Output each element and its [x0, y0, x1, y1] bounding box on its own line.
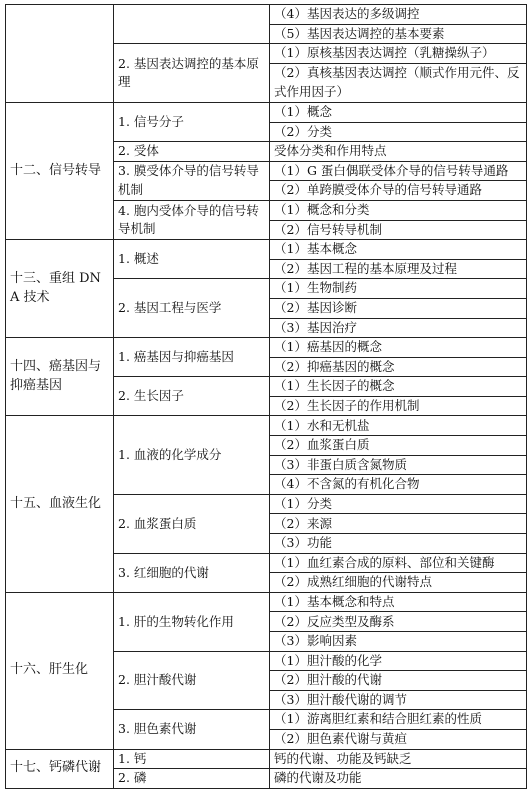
subunit-title-cell: 1. 肝的生物转化作用	[114, 592, 270, 651]
key-point-cell: （1）血红素合成的原料、部位和关键酶	[270, 553, 527, 573]
key-point-cell: （3）非蛋白质含氮物质	[270, 455, 527, 475]
subunit-title-cell: 2. 受体	[114, 142, 270, 162]
subunit-title-cell: 2. 基因表达调控的基本原理	[114, 44, 270, 103]
key-point-cell: （2）基因诊断	[270, 298, 527, 318]
key-point-cell: （2）分类	[270, 122, 527, 142]
key-point-cell: （3）功能	[270, 534, 527, 554]
key-point-cell: （3）影响因素	[270, 632, 527, 652]
unit-title-cell: 十六、肝生化	[6, 592, 114, 749]
key-point-cell: （2）胆色素代谢与黄疸	[270, 729, 527, 749]
key-point-cell: （2）胆汁酸的代谢	[270, 671, 527, 691]
key-point-cell: （4）不含氮的有机化合物	[270, 475, 527, 495]
key-point-cell: （1）概念	[270, 102, 527, 122]
key-point-cell: （2）血浆蛋白质	[270, 436, 527, 456]
unit-title-cell: 十四、癌基因与抑癌基因	[6, 338, 114, 416]
unit-title-cell: 十二、信号转导	[6, 102, 114, 239]
key-point-cell: 受体分类和作用特点	[270, 142, 527, 162]
key-point-cell: （2）来源	[270, 514, 527, 534]
subunit-title-cell: 2. 基因工程与医学	[114, 279, 270, 338]
subunit-title-cell: 1. 钙	[114, 749, 270, 769]
key-point-cell: （2）真核基因表达调控（顺式作用元件、反式作用因子）	[270, 63, 527, 102]
subunit-title-cell: 2. 血浆蛋白质	[114, 494, 270, 553]
table-row	[6, 102, 527, 122]
key-point-cell: （1）基本概念和特点	[270, 592, 527, 612]
key-point-cell: （2）成熟红细胞的代谢特点	[270, 573, 527, 593]
subunit-title-cell: 1. 癌基因与抑癌基因	[114, 338, 270, 377]
table-row	[6, 749, 527, 769]
key-point-cell: （3）基因治疗	[270, 318, 527, 338]
subunit-title-cell: 1. 血液的化学成分	[114, 416, 270, 494]
key-point-cell: （2）信号转导机制	[270, 220, 527, 240]
key-point-cell: （2）生长因子的作用机制	[270, 396, 527, 416]
key-point-cell: （1）癌基因的概念	[270, 338, 527, 358]
subunit-title-cell: 2. 生长因子	[114, 377, 270, 416]
table-row	[6, 338, 527, 358]
key-point-cell: （1）生物制药	[270, 279, 527, 299]
key-point-cell: （2）反应类型及酶系	[270, 612, 527, 632]
key-point-cell: （1）原核基因表达调控（乳糖操纵子）	[270, 44, 527, 64]
key-point-cell: （1）水和无机盐	[270, 416, 527, 436]
table-row	[6, 5, 527, 25]
unit-title-cell: 十三、重组 DNA 技术	[6, 240, 114, 338]
key-point-cell: （5）基因表达调控的基本要素	[270, 24, 527, 44]
key-point-cell: 磷的代谢及功能	[270, 769, 527, 789]
key-point-cell: （2）基因工程的基本原理及过程	[270, 259, 527, 279]
subunit-title-cell: 4. 胞内受体介导的信号转导机制	[114, 200, 270, 239]
key-point-cell: （1）游离胆红素和结合胆红素的性质	[270, 710, 527, 730]
table-row	[6, 592, 527, 612]
table-row	[6, 416, 527, 436]
key-point-cell: （1）胆汁酸的化学	[270, 651, 527, 671]
key-point-cell: （3）胆汁酸代谢的调节	[270, 690, 527, 710]
syllabus-table-body	[6, 5, 527, 789]
subunit-title-cell: 1. 概述	[114, 240, 270, 279]
subunit-title-cell: 2. 胆汁酸代谢	[114, 651, 270, 710]
key-point-cell: （2）单跨膜受体介导的信号转导通路	[270, 181, 527, 201]
key-point-cell: （1）基本概念	[270, 240, 527, 260]
subunit-title-cell: 2. 磷	[114, 769, 270, 789]
subunit-title-cell: 3. 胆色素代谢	[114, 710, 270, 749]
key-point-cell: 钙的代谢、功能及钙缺乏	[270, 749, 527, 769]
unit-title-cell: 十五、血液生化	[6, 416, 114, 592]
subunit-title-cell: 3. 膜受体介导的信号转导机制	[114, 161, 270, 200]
key-point-cell: （1）分类	[270, 494, 527, 514]
key-point-cell: （1）概念和分类	[270, 200, 527, 220]
key-point-cell: （1）G 蛋白偶联受体介导的信号转导通路	[270, 161, 527, 181]
key-point-cell: （1）生长因子的概念	[270, 377, 527, 397]
table-row	[6, 240, 527, 260]
subunit-title-cell: 1. 信号分子	[114, 102, 270, 141]
key-point-cell: （4）基因表达的多级调控	[270, 5, 527, 25]
subunit-title-cell: 3. 红细胞的代谢	[114, 553, 270, 592]
syllabus-table	[5, 4, 527, 789]
subunit-title-cell	[114, 5, 270, 44]
unit-title-cell: 十七、钙磷代谢	[6, 749, 114, 788]
key-point-cell: （2）抑癌基因的概念	[270, 357, 527, 377]
unit-title-cell	[6, 5, 114, 103]
